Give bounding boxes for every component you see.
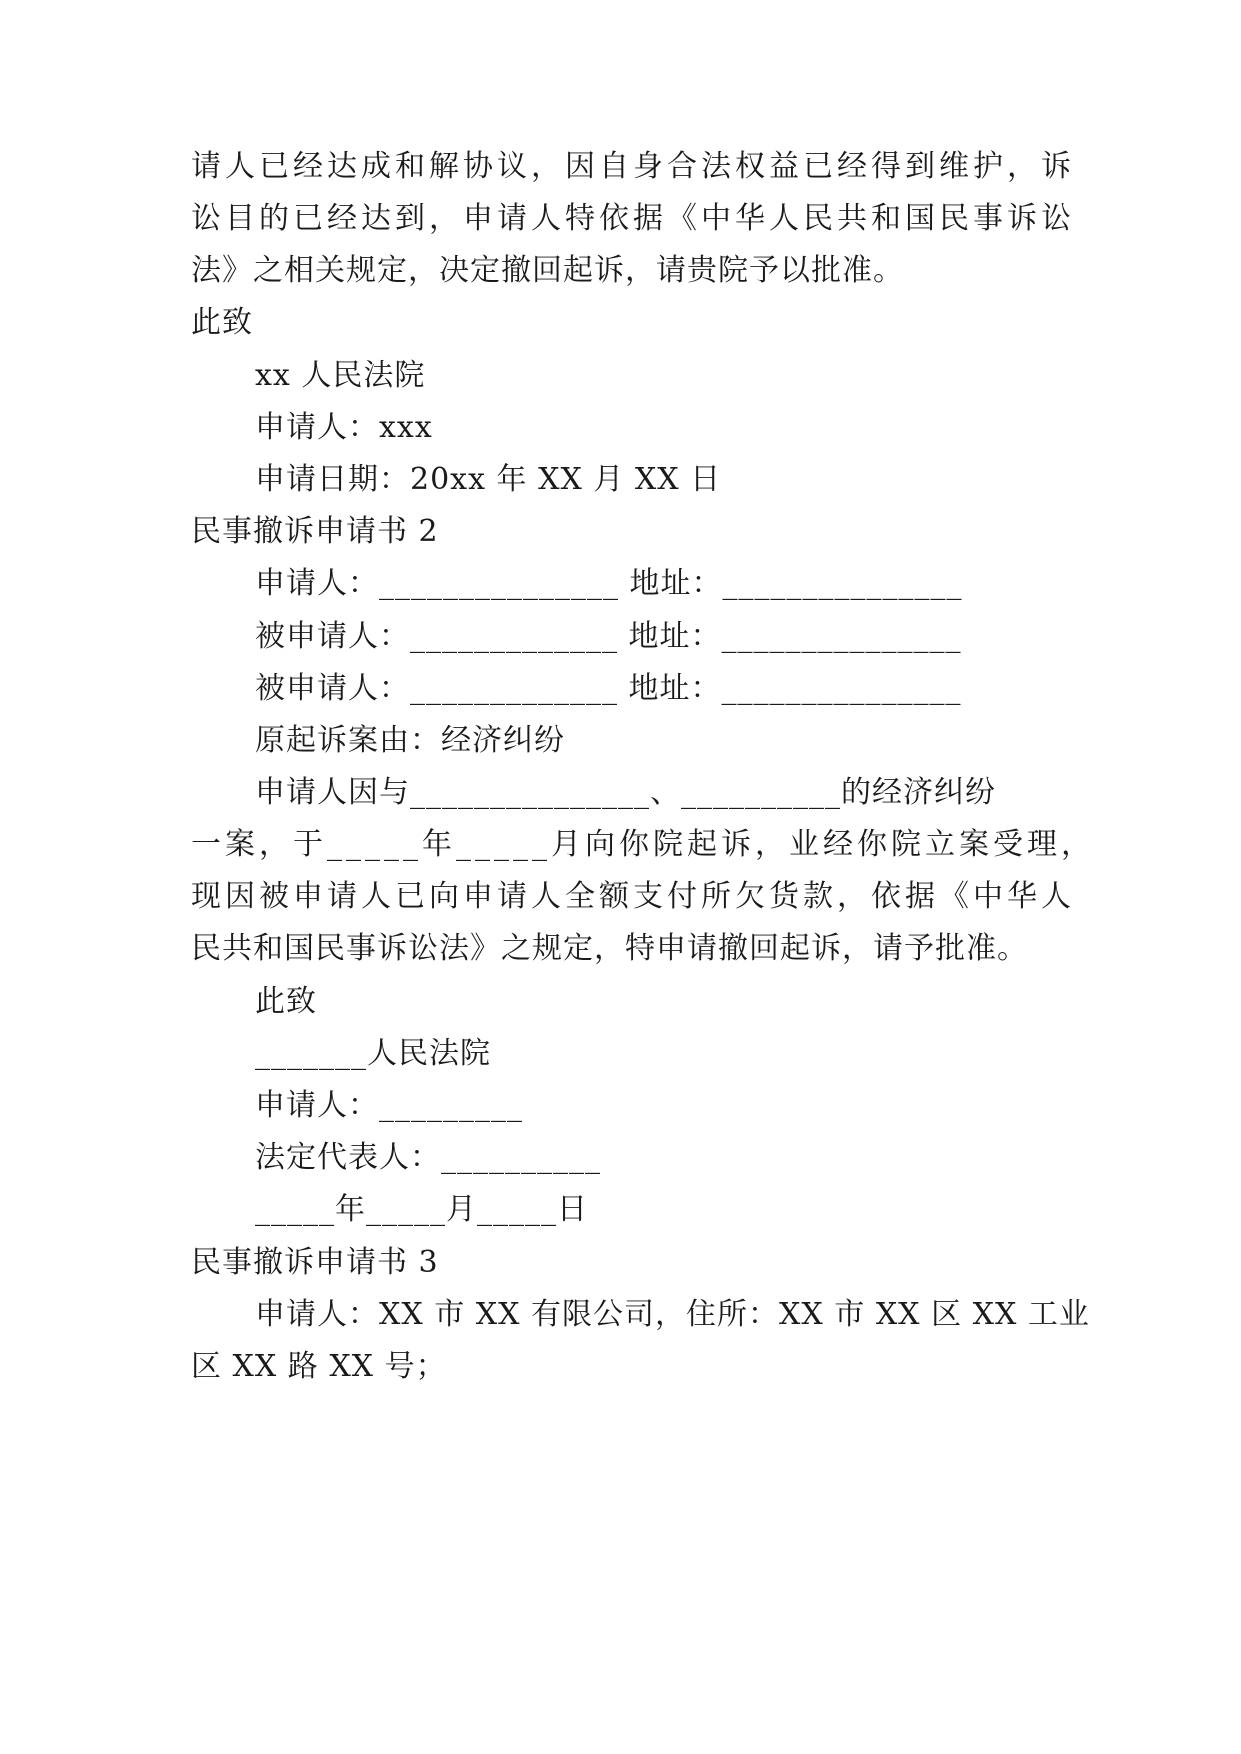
case-cause: 原起诉案由：经济纠纷 bbox=[255, 723, 565, 758]
paragraph-line: 申请人因与_______________、__________的经济纠纷 bbox=[255, 775, 996, 810]
paragraph-line: 一案，于_____年_____月向你院起诉，业经你院立案受理， bbox=[191, 827, 1095, 862]
applicant-line: 申请人：xxx bbox=[255, 410, 433, 445]
court-name: xx 人民法院 bbox=[255, 358, 426, 393]
paragraph-line: 请人已经达成和解协议，因自身合法权益已经得到维护，诉 bbox=[191, 149, 1075, 184]
legal-representative-line: 法定代表人：__________ bbox=[255, 1140, 601, 1175]
section-title: 民事撤诉申请书 2 bbox=[191, 514, 439, 549]
salutation: 此致 bbox=[191, 305, 253, 340]
paragraph-line: 讼目的已经达到，申请人特依据《中华人民共和国民事诉讼 bbox=[191, 201, 1075, 236]
applicant-address-line: 申请人：_______________ 地址：_______________ bbox=[255, 566, 963, 601]
paragraph-line: 区 XX 路 XX 号； bbox=[191, 1349, 447, 1384]
paragraph-line: 现因被申请人已向申请人全额支付所欠货款，依据《中华人 bbox=[191, 879, 1075, 914]
application-date: 申请日期：20xx 年 XX 月 XX 日 bbox=[255, 462, 722, 497]
paragraph-line: 民共和国民事诉讼法》之规定，特申请撤回起诉，请予批准。 bbox=[191, 931, 1028, 966]
applicant-line: 申请人：_________ bbox=[255, 1088, 523, 1123]
respondent-address-line: 被申请人：_____________ 地址：_______________ bbox=[255, 619, 962, 654]
respondent-address-line: 被申请人：_____________ 地址：_______________ bbox=[255, 671, 962, 706]
section-title: 民事撤诉申请书 3 bbox=[191, 1245, 439, 1280]
salutation: 此致 bbox=[255, 984, 317, 1019]
court-name: _______人民法院 bbox=[255, 1036, 491, 1071]
applicant-line: 申请人：XX 市 XX 有限公司，住所：XX 市 XX 区 XX 工业 bbox=[255, 1297, 1090, 1332]
paragraph-line: 法》之相关规定，决定撤回起诉，请贵院予以批准。 bbox=[191, 253, 904, 288]
date-line: _____年_____月_____日 bbox=[255, 1192, 588, 1227]
